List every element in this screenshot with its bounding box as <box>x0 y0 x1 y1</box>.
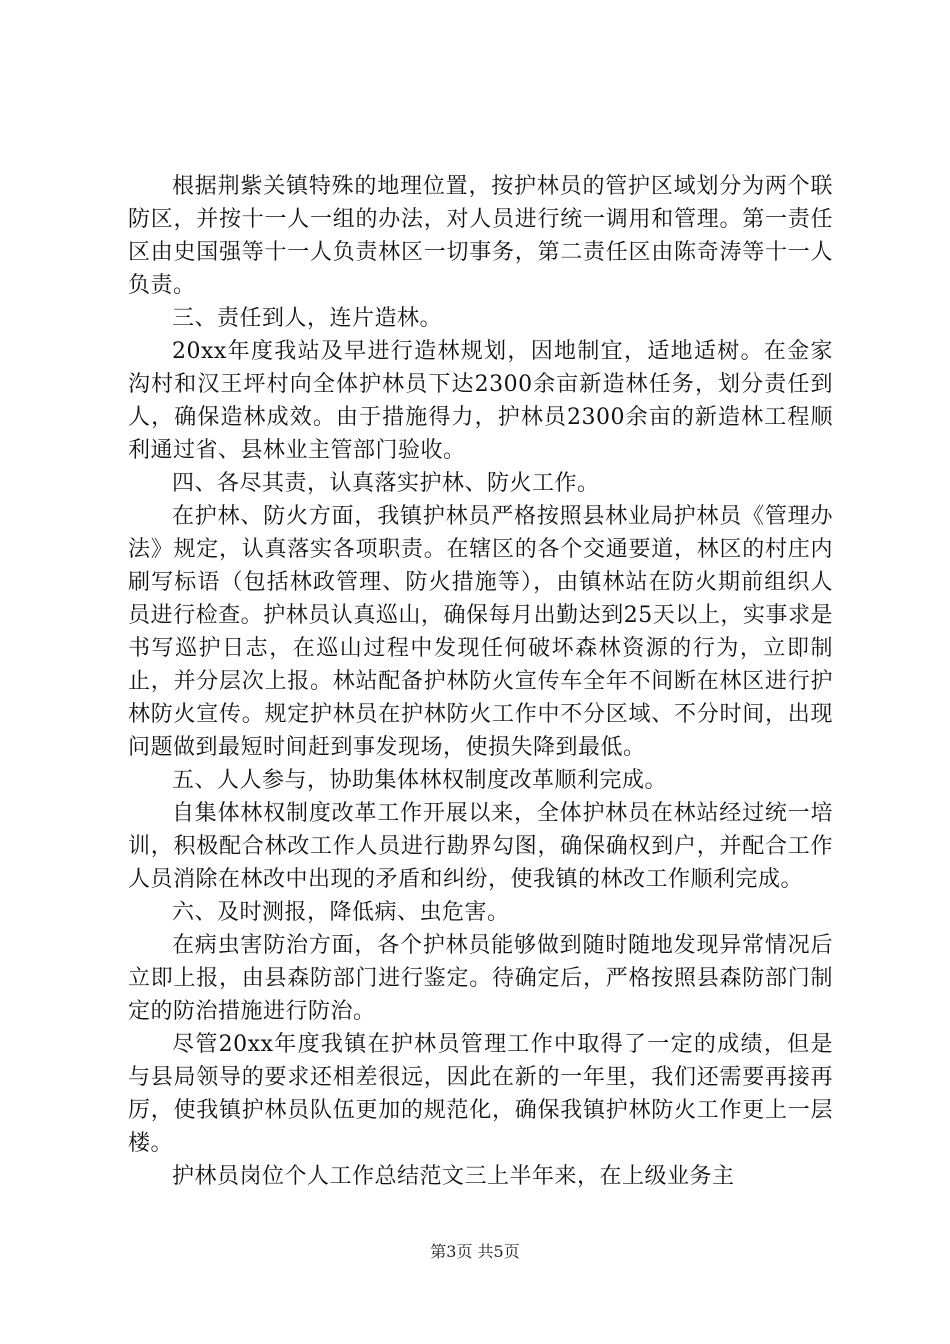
section-heading: 四、各尽其责，认真落实护林、防火工作。 <box>172 471 600 496</box>
paragraph: 在病虫害防治方面，各个护林员能够做到随时随地发现异常情况后立即上报，由县森防部门进行鉴定。待确定后，严格按照县森防部门制定的防治措施进行防治。 <box>128 933 833 1024</box>
paragraph: 护林员岗位个人工作总结范文三上半年来，在上级业务主 <box>172 1164 735 1189</box>
section-heading: 五、人人参与，协助集体林权制度改革顺利完成。 <box>172 768 668 793</box>
page-number-footer: 第3页 共5页 <box>430 1242 520 1261</box>
paragraph: 自集体林权制度改革工作开展以来，全体护林员在林站经过统一培训，积极配合林改工作人员进行勘界勾图，确保确权到户，并配合工作人员消除在林改中出现的矛盾和纠纷，使我镇的林改工作顺利完成。 <box>128 801 833 892</box>
paragraph: 在护林、防火方面，我镇护林员严格按照县林业局护林员《管理办法》规定，认真落实各项职责。在辖区的各个交通要道，林区的村庄内刷写标语（包括林政管理、防火措施等），由镇林站在防火期前组织人员进行检查。护林员认真巡山，确保每月出勤达到25天以上，实事求是书写巡护日志，在巡山过程中发现任何破坏森林资源的行为，立即制止，并分层次上报。林站配备护林防火宣传车全年不间断在林区进行护林防火宣传。规定护林员在护林防火工作中不分区域、不分时间，出现问题做到最短时间赶到事发现场，使损失降到最低。 <box>128 504 833 760</box>
document-body <box>128 170 833 1193</box>
paragraph: 尽管20xx年度我镇在护林员管理工作中取得了一定的成绩，但是与县局领导的要求还相差很远，因此在新的一年里，我们还需要再接再厉，使我镇护林员队伍更加的规范化，确保我镇护林防火工作更上一层楼。 <box>128 1032 833 1156</box>
paragraph: 根据荆紫关镇特殊的地理位置，按护林员的管护区域划分为两个联防区，并按十一人一组的办法，对人员进行统一调用和管理。第一责任区由史国强等十一人负责林区一切事务，第二责任区由陈奇涛等十一人负责。 <box>128 174 833 298</box>
paragraph: 20xx年度我站及早进行造林规划，因地制宜，适地适树。在金家沟村和汉王坪村向全体护林员下达2300余亩新造林任务，划分责任到人，确保造林成效。由于措施得力，护林员2300余亩的新造林工程顺利通过省、县林业主管部门验收。 <box>128 339 833 463</box>
section-heading: 三、责任到人，连片造林。 <box>172 306 443 331</box>
section-heading: 六、及时测报，降低病、虫危害。 <box>172 900 510 925</box>
